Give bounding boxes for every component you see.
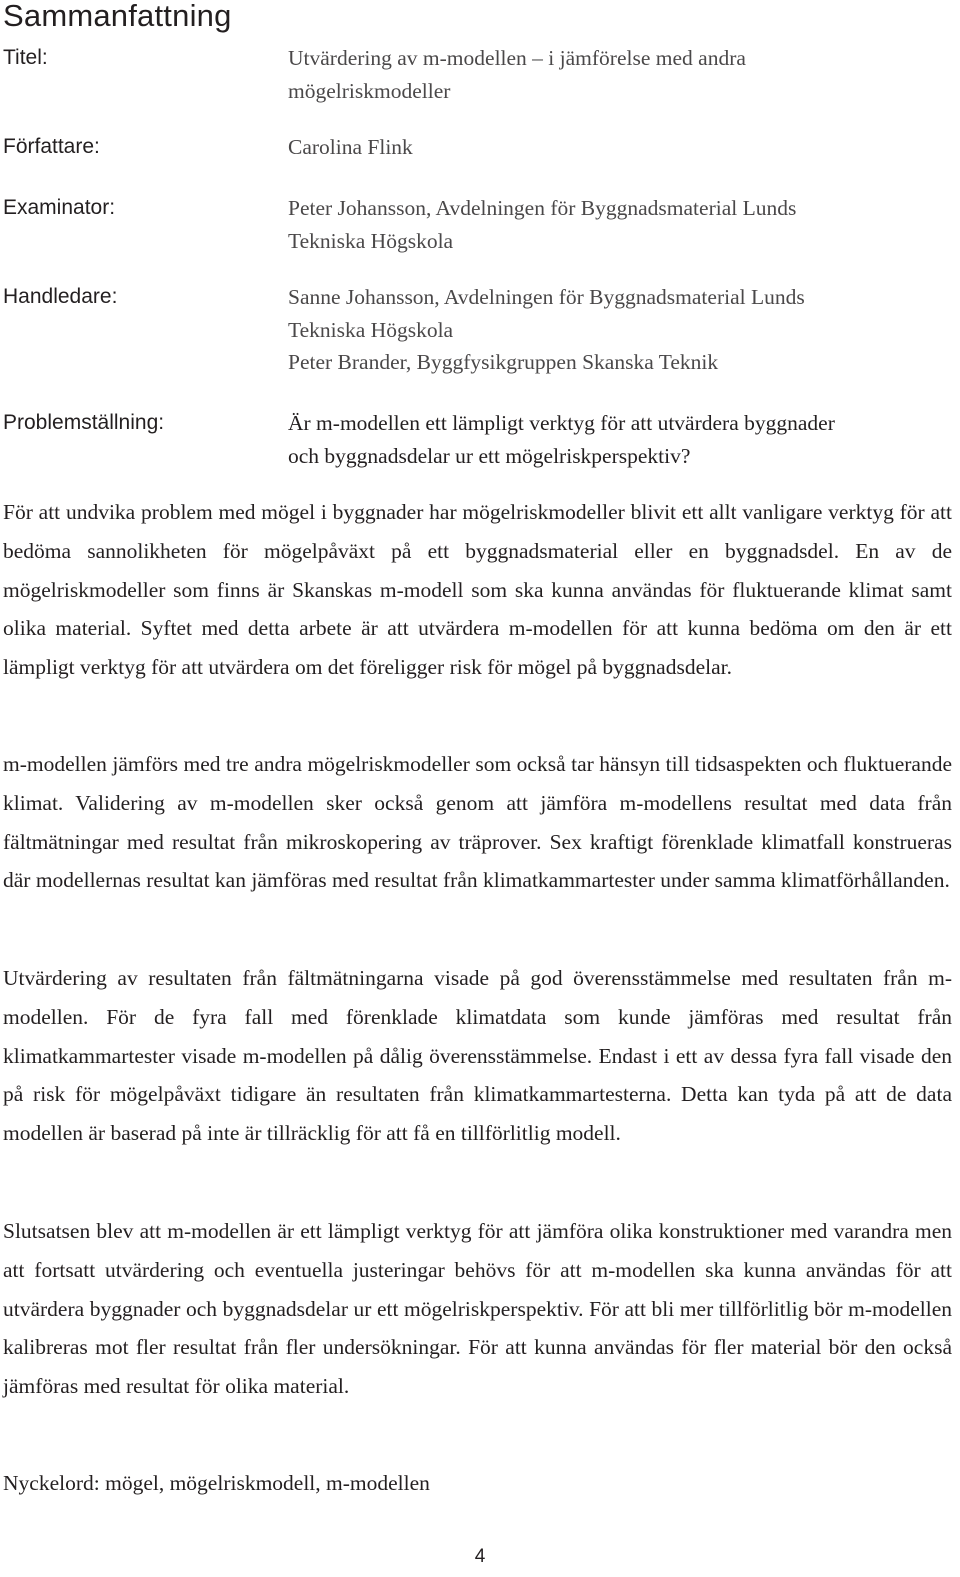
author-line: Carolina Flink xyxy=(288,135,413,159)
supervisors-label: Handledare: xyxy=(3,285,118,308)
problem-line: Är m-modellen ett lämpligt verktyg för att utvärdera byggnader xyxy=(288,411,835,435)
supervisor-line: Sanne Johansson, Avdelningen för Byggnadsmaterial Lunds xyxy=(288,285,805,309)
problem-label: Problemställning: xyxy=(3,411,165,434)
title-label: Titel: xyxy=(3,46,48,69)
title-line: Utvärdering av m-modellen – i jämförelse med andra xyxy=(288,46,746,70)
examiner-value xyxy=(288,192,948,257)
supervisor-line: Tekniska Högskola xyxy=(288,317,454,342)
examiner-line: Tekniska Högskola xyxy=(288,228,454,253)
supervisors-value xyxy=(288,281,948,379)
summary-paragraph: m-modellen jämförs med tre andra mögelriskmodeller som också tar hänsyn till tidsaspekten och fluktuerande klimat. Validering av m-modellen sker också genom att jämföra m-modellens resultat med data från fältmätningar med resultat från mikroskopering av träprover. Sex kraftigt förenklade klimatfall konstrueras där modellernas resultat kan jämföras med resultat från klimatkammartester under samma klimatförhållanden. xyxy=(3,752,952,893)
supervisor-line: Peter Brander, Byggfysikgruppen Skanska Teknik xyxy=(288,350,719,374)
examiner-label: Examinator: xyxy=(3,196,116,219)
keywords: Nyckelord: mögel, mögelriskmodell, m-modellen xyxy=(3,1471,430,1495)
author-label: Författare: xyxy=(3,135,100,158)
summary-paragraph: Slutsatsen blev att m-modellen är ett lämpligt verktyg för att jämföra olika konstruktioner med varandra men att fortsatt utvärdering och eventuella justeringar behövs för att m-modellen ska kunna användas för att utvärdera byggnader och byggnadsdelar ur ett mögelriskperspektiv. För att bli mer tillförlitlig bör m-modellen kalibreras mot fler resultat från fler undersökningar. För att kunna användas för fler material bör den också jämföras med resultat för olika material. xyxy=(3,1219,952,1399)
examiner-line: Peter Johansson, Avdelningen för Byggnadsmaterial Lunds xyxy=(288,196,797,220)
page-number: 4 xyxy=(474,1546,486,1567)
summary-paragraph: Utvärdering av resultaten från fältmätningarna visade på god överensstämmelse med resultaten från m-modellen. För de fyra fall med förenklade klimatdata som kunde jämföras med resultat från klimatkammartester visade m-modellen på dålig överensstämmelse. Endast i ett av dessa fyra fall visade den på risk för mögelpåväxt tidigare än resultaten från klimatkammartesterna. Detta kan tyda på att de data modellen är baserad på inte är tillräcklig för att få en tillförlitlig modell. xyxy=(3,966,952,1146)
title-line: mögelriskmodeller xyxy=(288,78,451,103)
page-heading: Sammanfattning xyxy=(3,0,232,33)
summary-paragraph: För att undvika problem med mögel i byggnader har mögelriskmodeller blivit ett allt vanligare verktyg för att bedöma sannolikheten för mögelpåväxt på ett byggnadsmaterial eller en byggnadsdel. En av de mögelriskmodeller som finns är Skanskas m-modell som ska kunna användas för fluktuerande klimat samt olika material. Syftet med detta arbete är att utvärdera m-modellen för att kunna bedöma om den är ett lämpligt verktyg för att utvärdera om det föreligger risk för mögel på byggnadsdelar. xyxy=(3,500,952,680)
title-value xyxy=(288,42,948,107)
problem-value xyxy=(288,407,948,472)
author-value xyxy=(288,131,948,164)
problem-line: och byggnadsdelar ur ett mögelriskperspektiv? xyxy=(288,443,691,468)
